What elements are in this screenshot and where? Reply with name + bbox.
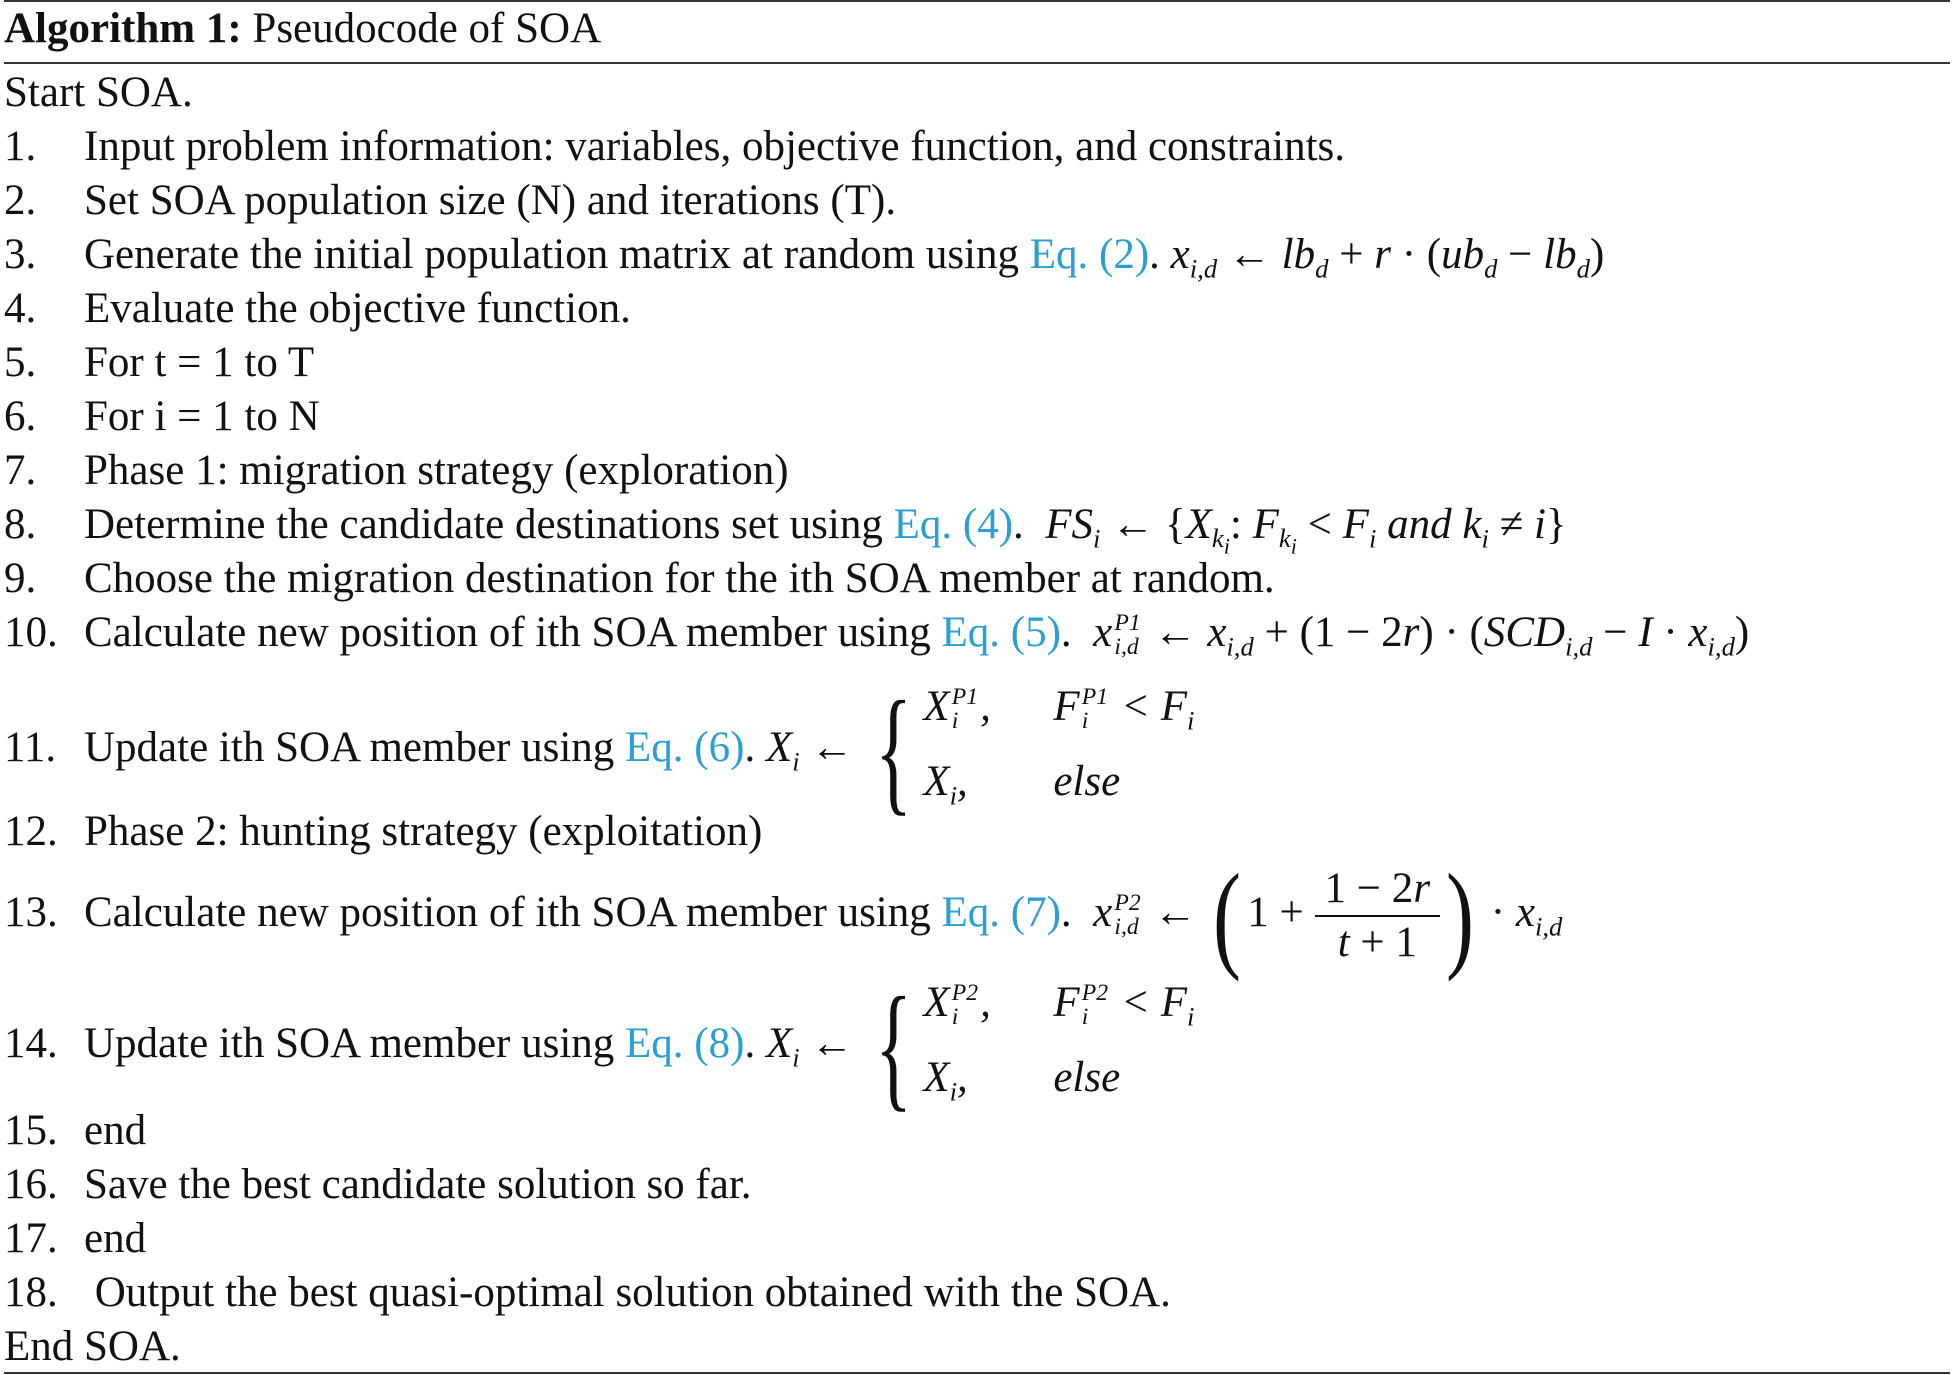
step-number: 4. xyxy=(4,285,37,332)
step-1 xyxy=(4,120,1345,174)
step-text: end xyxy=(84,1215,147,1262)
step-17 xyxy=(4,1212,146,1266)
step-text: Phase 1: migration strategy (exploration) xyxy=(84,447,789,494)
step-16 xyxy=(4,1158,752,1212)
step-text: end xyxy=(84,1107,147,1154)
eq-5-link[interactable]: Eq. (5) xyxy=(941,609,1061,656)
step-2 xyxy=(4,174,896,228)
step-text: Phase 2: hunting strategy (exploitation) xyxy=(84,808,763,855)
step-number: 3. xyxy=(4,231,37,278)
step-number: 15. xyxy=(4,1107,58,1154)
step-number: 18. xyxy=(4,1269,58,1316)
eq-2-link[interactable]: Eq. (2) xyxy=(1029,231,1150,278)
step-text: Determine the candidate destinations set using xyxy=(84,501,894,548)
step-15 xyxy=(4,1104,146,1158)
step-number: 2. xyxy=(4,177,37,224)
equation-2: $x_{i,d}$ ← $lb_d + r \cdot (ub_d - lb_d)$ xyxy=(1170,231,1605,284)
step-text: Set SOA population size (N) and iterations (T). xyxy=(84,177,897,224)
step-text: Update ith SOA member using xyxy=(84,1020,615,1068)
step-text: Update ith SOA member using xyxy=(84,724,615,772)
algorithm-title xyxy=(4,2,601,56)
step-4 xyxy=(4,282,631,336)
step-text: Evaluate the objective function. xyxy=(84,285,631,332)
step-7 xyxy=(4,444,789,498)
equation-7: x P2 i,d ← ( 1 + $\frac{1 - 2r}{t + 1}$ ) · $x_{i,d}$ xyxy=(1093,849,1563,982)
step-5 xyxy=(4,336,314,390)
step-number: 6. xyxy=(4,393,37,440)
eq-8-link[interactable]: Eq. (8) xyxy=(625,1020,745,1068)
step-text: Calculate new position of ith SOA member using xyxy=(84,888,931,936)
step-8: 8. Determine the candidate destinations set using Eq. (4). $FS_i$ ← {$X_{k_i}$: $F_{k_i} < F_i$ and $k_i \ne i$} xyxy=(4,498,1567,574)
step-11: 11. Update ith SOA member using Eq. (6). $X_i$ ← { X P1 i , F P1 i < $F_i$ $X_i$, else xyxy=(4,673,1195,829)
step-3: 3. Generate the initial population matrix at random using Eq. (2). $x_{i,d}$ ← $lb_d + r \cdot (ub_d - lb_d)$ xyxy=(4,228,1604,295)
step-number: 8. xyxy=(4,501,37,548)
step-13: 13. Calculate new position of ith SOA member using Eq. (7). x P2 i,d ← ( 1 + $\frac{1 - 2r}{t + 1}$ ) · $x_{i,d}$ xyxy=(4,849,1563,982)
step-12 xyxy=(4,805,762,859)
title-rule xyxy=(4,62,1950,64)
step-14: 14. Update ith SOA member using Eq. (8). $X_i$ ← { X P2 i , F P2 i < $F_i$ $X_i$, else xyxy=(4,969,1195,1125)
step-text: Save the best candidate solution so far. xyxy=(84,1161,752,1208)
eq-7-link[interactable]: Eq. (7) xyxy=(941,888,1061,936)
algorithm-label: Algorithm 1: xyxy=(4,5,242,52)
eq-6-link[interactable]: Eq. (6) xyxy=(625,724,745,772)
step-number: 10. xyxy=(4,609,58,656)
eq-4-link[interactable]: Eq. (4) xyxy=(893,501,1014,548)
step-10: 10. Calculate new position of ith SOA member using Eq. (5). x P1 i,d ← $x_{i,d} + (1 - 2r) \cdot (SCD_{i,d} - I \cdot x_{i,d})$ xyxy=(4,606,1749,673)
equation-4: $FS_i$ ← {$X_{k_i}$: $F_{k_i} < F_i$ and $k_i \ne i$} xyxy=(1045,501,1567,559)
step-6 xyxy=(4,390,320,444)
step-18 xyxy=(4,1266,1171,1320)
step-number: 13. xyxy=(4,888,58,936)
step-text: Input problem information: variables, objective function, and constraints. xyxy=(84,123,1346,170)
algorithm-name: Pseudocode of SOA xyxy=(252,5,602,52)
step-text: Choose the migration destination for the ith SOA member at random. xyxy=(84,555,1275,602)
step-text: For t = 1 to T xyxy=(84,339,315,386)
start-line: Start SOA. xyxy=(4,69,193,116)
bottom-rule xyxy=(4,1372,1950,1374)
equation-5: x P1 i,d ← $x_{i,d} + (1 - 2r) \cdot (SCD_{i,d} - I \cdot x_{i,d})$ xyxy=(1093,609,1750,662)
step-number: 16. xyxy=(4,1161,58,1208)
step-number: 7. xyxy=(4,447,37,494)
step-number: 5. xyxy=(4,339,37,386)
step-number: 17. xyxy=(4,1215,58,1262)
step-number: 9. xyxy=(4,555,37,602)
step-number: 11. xyxy=(4,724,57,772)
step-text: Output the best quasi-optimal solution obtained with the SOA. xyxy=(84,1269,1171,1316)
step-number: 12. xyxy=(4,808,58,855)
step-text: Calculate new position of ith SOA member using xyxy=(84,609,931,656)
end-line: End SOA. xyxy=(4,1323,181,1370)
step-9 xyxy=(4,552,1275,606)
equation-6: $X_i$ ← { X P1 i , F P1 i < $F_i$ $X_i$, else xyxy=(765,673,1195,829)
equation-8: $X_i$ ← { X P2 i , F P2 i < $F_i$ $X_i$, else xyxy=(765,969,1195,1125)
step-text: For i = 1 to N xyxy=(84,393,320,440)
step-number: 14. xyxy=(4,1020,58,1068)
step-text: Generate the initial population matrix at random using xyxy=(84,231,1019,278)
step-number: 1. xyxy=(4,123,37,170)
